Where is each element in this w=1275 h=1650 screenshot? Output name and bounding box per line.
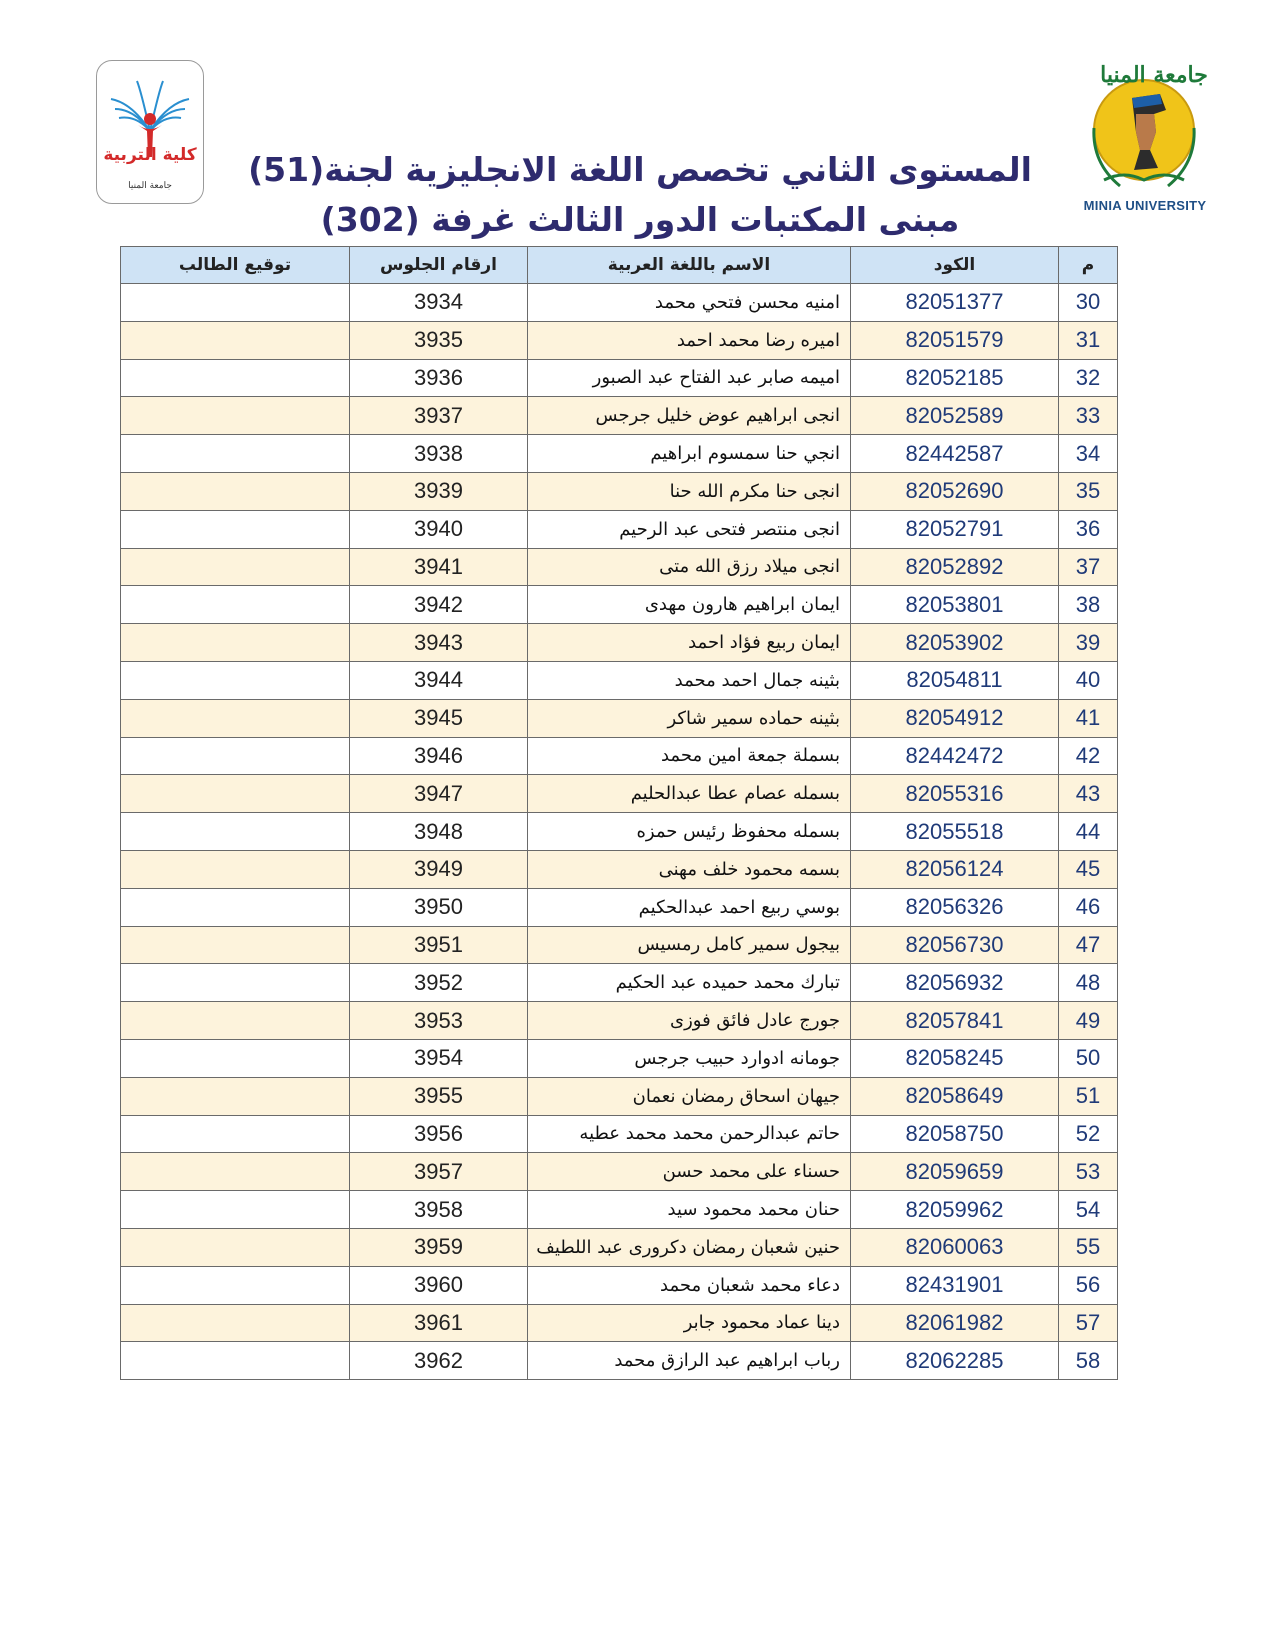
signature-cell[interactable] (121, 1304, 350, 1342)
row-number: 43 (1059, 775, 1118, 813)
signature-cell[interactable] (121, 1039, 350, 1077)
student-name: انجى ابراهيم عوض خليل جرجس (528, 397, 851, 435)
student-code: 82055316 (851, 775, 1059, 813)
row-number: 32 (1059, 359, 1118, 397)
table-row (121, 813, 1118, 851)
table-row (121, 624, 1118, 662)
table-row (121, 964, 1118, 1002)
table-row (121, 472, 1118, 510)
student-name: تبارك محمد حميده عبد الحكيم (528, 964, 851, 1002)
signature-cell[interactable] (121, 472, 350, 510)
seat-number: 3943 (350, 624, 528, 662)
student-name: جومانه ادوارد حبيب جرجس (528, 1039, 851, 1077)
signature-cell[interactable] (121, 510, 350, 548)
student-name: دعاء محمد شعبان محمد (528, 1266, 851, 1304)
student-code: 82056730 (851, 926, 1059, 964)
table-row (121, 359, 1118, 397)
table-row (121, 1228, 1118, 1266)
row-number: 44 (1059, 813, 1118, 851)
row-number: 40 (1059, 661, 1118, 699)
signature-cell[interactable] (121, 699, 350, 737)
seat-number: 3941 (350, 548, 528, 586)
row-number: 38 (1059, 586, 1118, 624)
signature-cell[interactable] (121, 737, 350, 775)
student-code: 82056932 (851, 964, 1059, 1002)
student-code: 82058245 (851, 1039, 1059, 1077)
student-code: 82060063 (851, 1228, 1059, 1266)
student-code: 82058649 (851, 1077, 1059, 1115)
seat-number: 3952 (350, 964, 528, 1002)
row-number: 48 (1059, 964, 1118, 1002)
table-row (121, 1115, 1118, 1153)
row-number: 56 (1059, 1266, 1118, 1304)
student-name: بسمه محمود خلف مهنى (528, 850, 851, 888)
page-title: المستوى الثاني تخصص اللغة الانجليزية لجنة(51) (248, 150, 1032, 189)
seat-number: 3938 (350, 435, 528, 473)
row-number: 33 (1059, 397, 1118, 435)
table-row (121, 850, 1118, 888)
table-row (121, 548, 1118, 586)
student-name: بيجول سمير كامل رمسيس (528, 926, 851, 964)
student-code: 82052791 (851, 510, 1059, 548)
student-code: 82052892 (851, 548, 1059, 586)
seat-number: 3939 (350, 472, 528, 510)
seat-number: 3946 (350, 737, 528, 775)
column-header-signature: توقيع الطالب (121, 247, 350, 284)
student-name: انجى ميلاد رزق الله متى (528, 548, 851, 586)
seat-number: 3934 (350, 284, 528, 322)
seat-number: 3957 (350, 1153, 528, 1191)
table-row (121, 1342, 1118, 1380)
table-row (121, 435, 1118, 473)
seat-number: 3962 (350, 1342, 528, 1380)
signature-cell[interactable] (121, 284, 350, 322)
signature-cell[interactable] (121, 850, 350, 888)
seat-number: 3949 (350, 850, 528, 888)
student-code: 82059962 (851, 1191, 1059, 1229)
row-number: 39 (1059, 624, 1118, 662)
seat-number: 3947 (350, 775, 528, 813)
student-name: بسملة جمعة امين محمد (528, 737, 851, 775)
column-header-name: الاسم باللغة العربية (528, 247, 851, 284)
student-name: حنين شعبان رمضان دكرورى عبد اللطيف (528, 1228, 851, 1266)
student-name: بثينه حماده سمير شاكر (528, 699, 851, 737)
signature-cell[interactable] (121, 1266, 350, 1304)
signature-cell[interactable] (121, 435, 350, 473)
student-code: 82431901 (851, 1266, 1059, 1304)
signature-cell[interactable] (121, 586, 350, 624)
student-code: 82442587 (851, 435, 1059, 473)
student-name: جيهان اسحاق رمضان نعمان (528, 1077, 851, 1115)
university-arabic-name: جامعة المنيا (1100, 62, 1208, 88)
student-code: 82062285 (851, 1342, 1059, 1380)
table-row (121, 775, 1118, 813)
student-code: 82057841 (851, 1002, 1059, 1040)
seat-number: 3948 (350, 813, 528, 851)
row-number: 51 (1059, 1077, 1118, 1115)
seat-number: 3950 (350, 888, 528, 926)
signature-cell[interactable] (121, 1115, 350, 1153)
table-row (121, 1077, 1118, 1115)
student-name: دينا عماد محمود جابر (528, 1304, 851, 1342)
table-row (121, 1002, 1118, 1040)
seat-number: 3940 (350, 510, 528, 548)
signature-cell[interactable] (121, 1191, 350, 1229)
table-row (121, 1191, 1118, 1229)
student-code: 82052589 (851, 397, 1059, 435)
table-row (121, 397, 1118, 435)
student-name: اميمه صابر عبد الفتاح عبد الصبور (528, 359, 851, 397)
seat-number: 3945 (350, 699, 528, 737)
column-header-code: الكود (851, 247, 1059, 284)
student-name: رباب ابراهيم عبد الرازق محمد (528, 1342, 851, 1380)
student-code: 82054912 (851, 699, 1059, 737)
university-english-name: MINIA UNIVERSITY (1083, 198, 1207, 213)
seat-number: 3951 (350, 926, 528, 964)
table-row (121, 1266, 1118, 1304)
row-number: 55 (1059, 1228, 1118, 1266)
student-code: 82056326 (851, 888, 1059, 926)
signature-cell[interactable] (121, 397, 350, 435)
signature-cell[interactable] (121, 359, 350, 397)
table-row (121, 586, 1118, 624)
table-row (121, 926, 1118, 964)
college-logo (96, 60, 204, 204)
table-row (121, 737, 1118, 775)
student-name: ايمان ابراهيم هارون مهدى (528, 586, 851, 624)
row-number: 36 (1059, 510, 1118, 548)
seat-number: 3942 (350, 586, 528, 624)
student-code: 82058750 (851, 1115, 1059, 1153)
student-code: 82051579 (851, 321, 1059, 359)
column-header-num: م (1059, 247, 1118, 284)
student-name: اميره رضا محمد احمد (528, 321, 851, 359)
row-number: 53 (1059, 1153, 1118, 1191)
seat-number: 3959 (350, 1228, 528, 1266)
table-header-row (121, 247, 1118, 284)
seat-number: 3961 (350, 1304, 528, 1342)
table-row (121, 1039, 1118, 1077)
signature-cell[interactable] (121, 1342, 350, 1380)
students-table (120, 246, 1118, 1380)
row-number: 57 (1059, 1304, 1118, 1342)
university-logo (1070, 58, 1220, 218)
table-row (121, 699, 1118, 737)
student-name: حاتم عبدالرحمن محمد محمد عطيه (528, 1115, 851, 1153)
student-name: بوسي ربيع احمد عبدالحكيم (528, 888, 851, 926)
student-name: ايمان ربيع فؤاد احمد (528, 624, 851, 662)
row-number: 49 (1059, 1002, 1118, 1040)
signature-cell[interactable] (121, 548, 350, 586)
student-name: انجي حنا سمسوم ابراهيم (528, 435, 851, 473)
student-code: 82055518 (851, 813, 1059, 851)
student-name: بثينه جمال احمد محمد (528, 661, 851, 699)
student-name: جورج عادل فائق فوزى (528, 1002, 851, 1040)
row-number: 41 (1059, 699, 1118, 737)
row-number: 52 (1059, 1115, 1118, 1153)
row-number: 30 (1059, 284, 1118, 322)
signature-cell[interactable] (121, 1077, 350, 1115)
page-subtitle: مبنى المكتبات الدور الثالث غرفة (302) (320, 200, 960, 239)
signature-cell[interactable] (121, 888, 350, 926)
table-row (121, 510, 1118, 548)
student-code: 82052185 (851, 359, 1059, 397)
student-code: 82059659 (851, 1153, 1059, 1191)
signature-cell[interactable] (121, 964, 350, 1002)
student-code: 82054811 (851, 661, 1059, 699)
row-number: 45 (1059, 850, 1118, 888)
row-number: 47 (1059, 926, 1118, 964)
student-code: 82052690 (851, 472, 1059, 510)
table-row (121, 1153, 1118, 1191)
signature-cell[interactable] (121, 1153, 350, 1191)
seat-number: 3954 (350, 1039, 528, 1077)
table-row (121, 661, 1118, 699)
student-name: حسناء على محمد حسن (528, 1153, 851, 1191)
university-small-label: جامعة المنيا (128, 181, 172, 191)
seat-number: 3960 (350, 1266, 528, 1304)
signature-cell[interactable] (121, 1002, 350, 1040)
signature-cell[interactable] (121, 321, 350, 359)
student-code: 82051377 (851, 284, 1059, 322)
signature-cell[interactable] (121, 813, 350, 851)
row-number: 50 (1059, 1039, 1118, 1077)
row-number: 54 (1059, 1191, 1118, 1229)
row-number: 37 (1059, 548, 1118, 586)
seat-number: 3958 (350, 1191, 528, 1229)
signature-cell[interactable] (121, 624, 350, 662)
seat-number: 3935 (350, 321, 528, 359)
seat-number: 3955 (350, 1077, 528, 1115)
student-code: 82053902 (851, 624, 1059, 662)
student-code: 82442472 (851, 737, 1059, 775)
table-row (121, 1304, 1118, 1342)
seat-number: 3953 (350, 1002, 528, 1040)
college-name: كلية التربية (103, 145, 197, 165)
student-name: امنيه محسن فتحي محمد (528, 284, 851, 322)
signature-cell[interactable] (121, 661, 350, 699)
row-number: 35 (1059, 472, 1118, 510)
table-row (121, 888, 1118, 926)
row-number: 46 (1059, 888, 1118, 926)
column-header-seat: ارقام الجلوس (350, 247, 528, 284)
student-code: 82053801 (851, 586, 1059, 624)
student-name: انجى منتصر فتحى عبد الرحيم (528, 510, 851, 548)
seat-number: 3944 (350, 661, 528, 699)
student-name: حنان محمد محمود سيد (528, 1191, 851, 1229)
table-body (121, 284, 1118, 1380)
row-number: 34 (1059, 435, 1118, 473)
signature-cell[interactable] (121, 1228, 350, 1266)
seat-number: 3956 (350, 1115, 528, 1153)
table-row (121, 321, 1118, 359)
row-number: 58 (1059, 1342, 1118, 1380)
seat-number: 3937 (350, 397, 528, 435)
student-code: 82061982 (851, 1304, 1059, 1342)
signature-cell[interactable] (121, 926, 350, 964)
row-number: 42 (1059, 737, 1118, 775)
student-code: 82056124 (851, 850, 1059, 888)
student-name: انجى حنا مكرم الله حنا (528, 472, 851, 510)
signature-cell[interactable] (121, 775, 350, 813)
seat-number: 3936 (350, 359, 528, 397)
student-name: بسمله عصام عطا عبدالحليم (528, 775, 851, 813)
row-number: 31 (1059, 321, 1118, 359)
table-row (121, 284, 1118, 322)
student-name: بسمله محفوظ رئيس حمزه (528, 813, 851, 851)
